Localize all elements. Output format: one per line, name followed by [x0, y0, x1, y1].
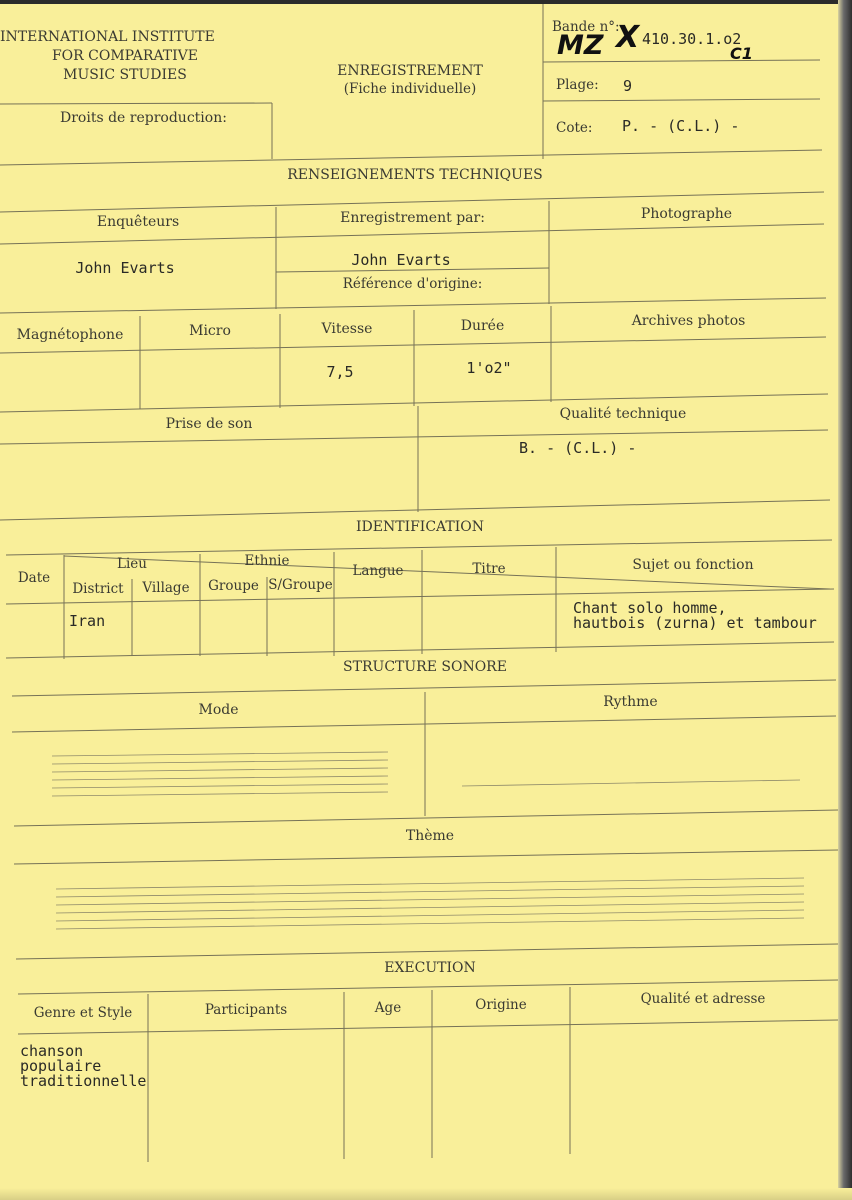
cote-value: P. - (C.L.) - [622, 117, 740, 135]
vitesse-label: Vitesse [321, 321, 373, 337]
plage-label: Plage: [556, 77, 599, 93]
index-card [0, 4, 838, 1200]
bande-handwritten-c1: C1 [730, 44, 753, 63]
prise-de-son-label: Prise de son [165, 416, 253, 432]
district-label: District [72, 581, 124, 597]
mode-label: Mode [198, 702, 239, 718]
vitesse-value: 7,5 [326, 363, 354, 381]
theme-label: Thème [405, 828, 455, 844]
enqueteurs-value: John Evarts [75, 259, 175, 277]
rythme-label: Rythme [603, 694, 658, 710]
archives-photos-label: Archives photos [631, 313, 746, 329]
scan-bottom-edge [0, 1188, 852, 1200]
village-label: Village [142, 580, 190, 596]
institute-name-line3: MUSIC STUDIES [63, 67, 187, 83]
qualite-adresse-label: Qualité et adresse [640, 991, 766, 1007]
rights-label: Droits de reproduction: [60, 110, 227, 126]
qualite-technique-value: B. - (C.L.) - [519, 439, 637, 457]
genre-value-line3: traditionnelle [20, 1072, 147, 1090]
bande-label: Bande n°: [552, 19, 620, 35]
micro-label: Micro [189, 323, 231, 339]
origine-label: Origine [475, 997, 527, 1013]
magnetophone-label: Magnétophone [16, 327, 124, 343]
section-title-identification: IDENTIFICATION [356, 519, 484, 535]
groupe-label: Groupe [208, 578, 259, 594]
genre-value-line1: chanson [20, 1042, 84, 1060]
enregistrement-value: John Evarts [351, 251, 451, 269]
sujet-fonction-label: Sujet ou fonction [632, 557, 754, 573]
document-subtitle: (Fiche individuelle) [343, 81, 477, 97]
scan-right-edge [838, 0, 852, 1200]
bande-number: 410.30.1.o2 [642, 30, 742, 48]
langue-label: Langue [352, 563, 404, 579]
participants-label: Participants [204, 1002, 288, 1018]
titre-label: Titre [472, 561, 506, 577]
cote-label: Cote: [556, 120, 593, 136]
section-title-technique: RENSEIGNEMENTS TECHNIQUES [287, 167, 543, 183]
enqueteurs-label: Enquêteurs [96, 214, 180, 230]
age-label: Age [374, 1000, 402, 1016]
bande-handwritten-cross: X [616, 20, 640, 55]
institute-name-line1: INTERNATIONAL INSTITUTE [0, 29, 215, 45]
institute-name-line2: FOR COMPARATIVE [51, 48, 199, 64]
plage-value: 9 [623, 77, 633, 95]
duree-value: 1'o2" [466, 359, 512, 377]
genre-value-line2: populaire [20, 1057, 102, 1075]
sujet-value-line1: Chant solo homme, [573, 599, 727, 617]
section-title-structure: STRUCTURE SONORE [343, 659, 507, 675]
sgroupe-label: S/Groupe [268, 577, 333, 593]
document-title: ENREGISTREMENT [337, 63, 483, 79]
photographe-label: Photographe [640, 206, 733, 222]
sujet-value-line2: hautbois (zurna) et tambour [573, 614, 817, 632]
duree-label: Durée [460, 318, 505, 334]
lieu-label: Lieu [117, 556, 147, 572]
ethnie-label: Ethnie [244, 553, 290, 569]
section-title-execution: EXECUTION [384, 960, 476, 976]
reference-origine-label: Référence d'origine: [342, 276, 483, 292]
genre-style-label: Genre et Style [33, 1005, 133, 1021]
date-label: Date [17, 570, 51, 586]
bande-handwritten-mz: MZ [557, 30, 604, 61]
enregistrement-label: Enregistrement par: [340, 210, 485, 226]
district-value: Iran [69, 612, 106, 630]
qualite-technique-label: Qualité technique [559, 406, 687, 422]
